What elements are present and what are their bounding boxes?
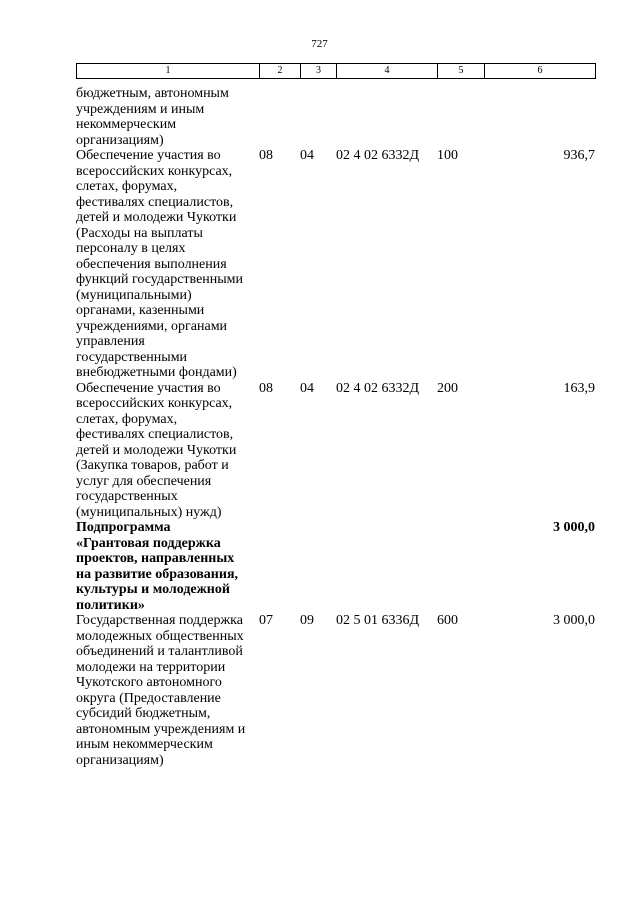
budget-row <box>76 148 595 381</box>
column-header-1: 1 <box>77 64 260 79</box>
row-description <box>76 520 261 613</box>
description-line: государственных <box>76 489 178 504</box>
description-line: Чукотского автономного <box>76 675 222 690</box>
column-header-row <box>77 64 596 79</box>
description-line: культуры и молодежной <box>76 582 230 597</box>
description-line: детей и молодежи Чукотки <box>76 442 237 458</box>
expense-type-code: 200 <box>437 380 458 396</box>
description-line: органами, казенными <box>76 303 205 318</box>
description-line: молодежных общественных <box>76 628 244 644</box>
subsection-code: 04 <box>300 380 314 396</box>
row-description <box>76 148 261 381</box>
description-line: фестивалях специалистов, <box>76 194 234 210</box>
row-description <box>76 381 261 521</box>
section-code: 08 <box>259 148 273 163</box>
description-line: на развитие образования, <box>76 566 239 582</box>
description-line: учреждениям и иным <box>76 101 205 117</box>
column-header-3: 3 <box>301 64 337 79</box>
budget-row <box>76 381 595 521</box>
description-line: иным некоммерческим <box>76 737 213 752</box>
description-line: всероссийских конкурсах, <box>76 396 233 411</box>
description-line: фестивалях специалистов, <box>76 427 234 442</box>
budget-rows <box>76 86 595 768</box>
row-description <box>76 86 261 148</box>
column-header-6: 6 <box>485 64 596 79</box>
subsection-code: 09 <box>300 613 314 628</box>
description-line: проектов, направленных <box>76 551 235 566</box>
description-line: обеспечения выполнения <box>76 256 227 272</box>
description-line: функций государственными <box>76 272 244 287</box>
description-line: организациям) <box>76 132 164 148</box>
description-line: всероссийских конкурсах, <box>76 163 233 179</box>
description-line: округа (Предоставление <box>76 690 221 706</box>
subprogram-row <box>76 520 595 613</box>
description-line: Обеспечение участия во <box>76 148 221 163</box>
description-line: (муниципальными) <box>76 287 192 303</box>
amount: 3 000,0 <box>553 520 595 535</box>
column-header-2: 2 <box>260 64 301 79</box>
target-article-code: 02 4 02 6332Д <box>336 148 420 163</box>
description-line: автономным учреждениям и <box>76 721 246 737</box>
description-line: Обеспечение участия во <box>76 380 221 396</box>
column-header-table <box>76 63 596 79</box>
description-line: слетах, форумах, <box>76 179 178 194</box>
column-header-4: 4 <box>337 64 438 79</box>
description-line: организациям) <box>76 752 164 768</box>
amount: 3 000,0 <box>553 613 595 628</box>
description-line: Государственная поддержка <box>76 613 243 628</box>
description-line: некоммерческим <box>76 117 177 132</box>
description-line: объединений и талантливой <box>76 644 243 659</box>
description-line: государственными <box>76 349 188 365</box>
amount: 936,7 <box>563 148 595 163</box>
row-description <box>76 613 261 768</box>
description-line: молодежи на территории <box>76 659 226 675</box>
target-article-code: 02 4 02 6332Д <box>336 380 420 396</box>
description-line: внебюджетными фондами) <box>76 365 237 380</box>
description-line: политики» <box>76 597 145 613</box>
target-article-code: 02 5 01 6336Д <box>336 613 420 628</box>
description-line: учреждениями, органами <box>76 318 228 334</box>
subsection-code: 04 <box>300 148 314 163</box>
description-line: субсидий бюджетным, <box>76 706 211 721</box>
description-line: услуг для обеспечения <box>76 473 212 489</box>
section-code: 07 <box>259 613 273 628</box>
description-line: «Грантовая поддержка <box>76 535 221 551</box>
description-line: (муниципальных) нужд) <box>76 504 222 520</box>
amount: 163,9 <box>563 380 595 396</box>
description-line: детей и молодежи Чукотки <box>76 210 237 225</box>
description-line: (Расходы на выплаты <box>76 225 203 241</box>
description-line: Подпрограмма <box>76 520 171 535</box>
page-number: 727 <box>311 38 328 50</box>
description-line: управления <box>76 334 145 349</box>
expense-type-code: 100 <box>437 148 458 163</box>
column-header-5: 5 <box>438 64 485 79</box>
expense-type-code: 600 <box>437 613 458 628</box>
description-line: слетах, форумах, <box>76 411 178 427</box>
budget-row <box>76 613 595 768</box>
description-line: бюджетным, автономным <box>76 86 229 101</box>
budget-row <box>76 86 595 148</box>
description-line: (Закупка товаров, работ и <box>76 458 229 473</box>
description-line: персоналу в целях <box>76 241 186 256</box>
section-code: 08 <box>259 380 273 396</box>
